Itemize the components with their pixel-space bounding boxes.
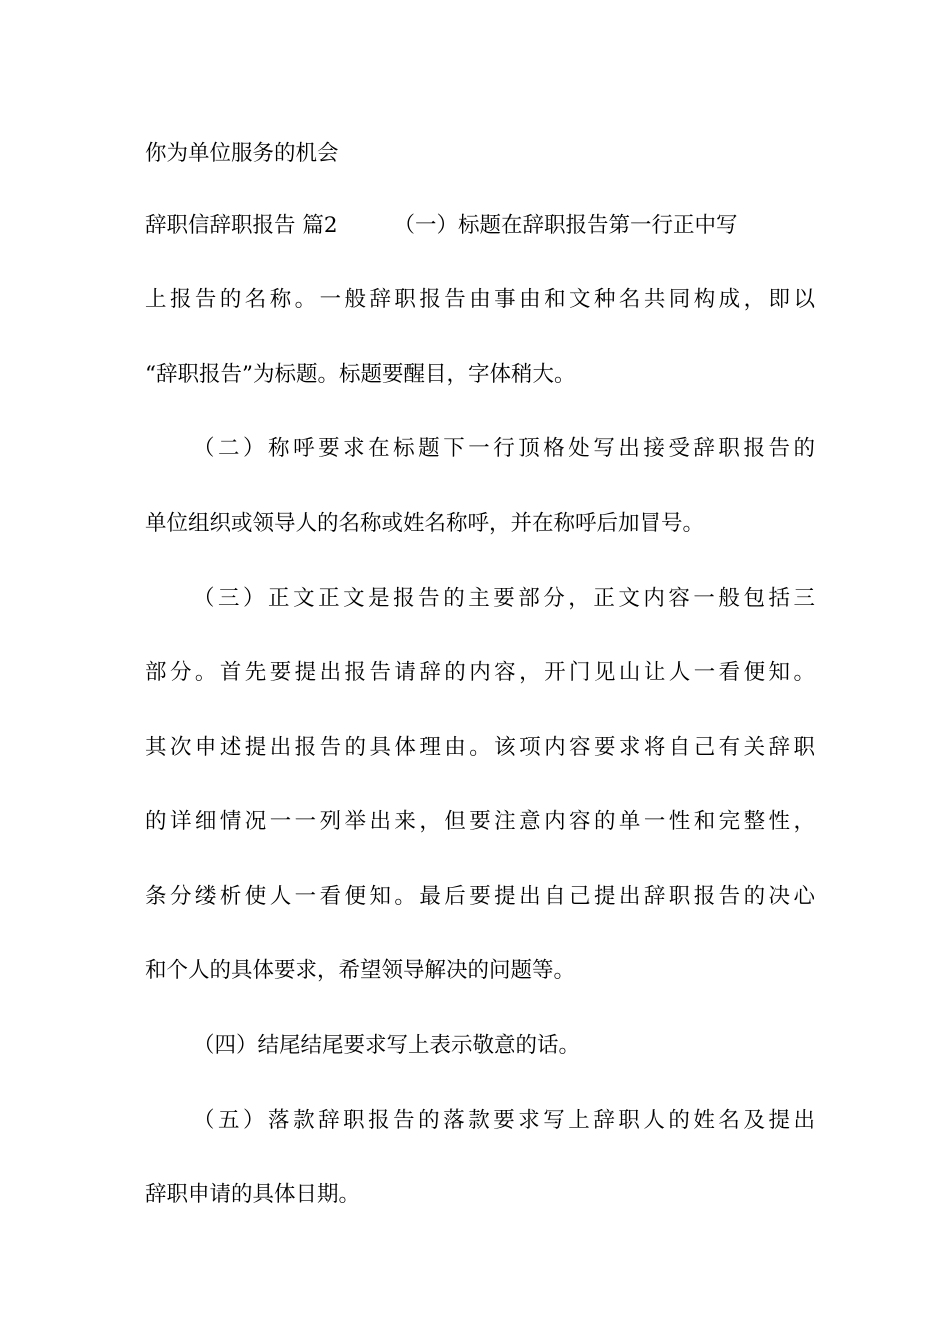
text-line: 的详细情况一一列举出来，但要注意内容的单一性和完整性， bbox=[145, 809, 815, 834]
text-line: （一）标题在辞职报告第一行正中写 bbox=[393, 213, 738, 238]
text-line: 你为单位服务的机会 bbox=[145, 141, 339, 166]
text-line: 单位组织或领导人的名称或姓名称呼，并在称呼后加冒号。 bbox=[145, 511, 705, 536]
section-heading: 辞职信辞职报告 篇2 bbox=[145, 213, 338, 238]
paragraph-start: （五）落款辞职报告的落款要求写上辞职人的姓名及提出 bbox=[193, 1108, 815, 1133]
text-line: 其次申述提出报告的具体理由。该项内容要求将自己有关辞职 bbox=[145, 735, 815, 760]
text-line: “辞职报告”为标题。标题要醒目，字体稍大。 bbox=[145, 362, 576, 387]
heading-line bbox=[145, 206, 815, 246]
paragraph-start: （三）正文正文是报告的主要部分，正文内容一般包括三 bbox=[193, 586, 815, 611]
paragraph-start: （四）结尾结尾要求写上表示敬意的话。 bbox=[193, 1033, 581, 1058]
text-line: 和个人的具体要求，希望领导解决的问题等。 bbox=[145, 958, 576, 983]
text-line: 条分缕析使人一看便知。最后要提出自己提出辞职报告的决心 bbox=[145, 884, 815, 909]
text-line: 部分。首先要提出报告请辞的内容，开门见山让人一看便知。 bbox=[145, 660, 815, 685]
text-line: 上报告的名称。一般辞职报告由事由和文种名共同构成，即以 bbox=[145, 287, 815, 312]
text-line: 辞职申请的具体日期。 bbox=[145, 1182, 361, 1207]
paragraph-start: （二）称呼要求在标题下一行顶格处写出接受辞职报告的 bbox=[193, 436, 815, 461]
